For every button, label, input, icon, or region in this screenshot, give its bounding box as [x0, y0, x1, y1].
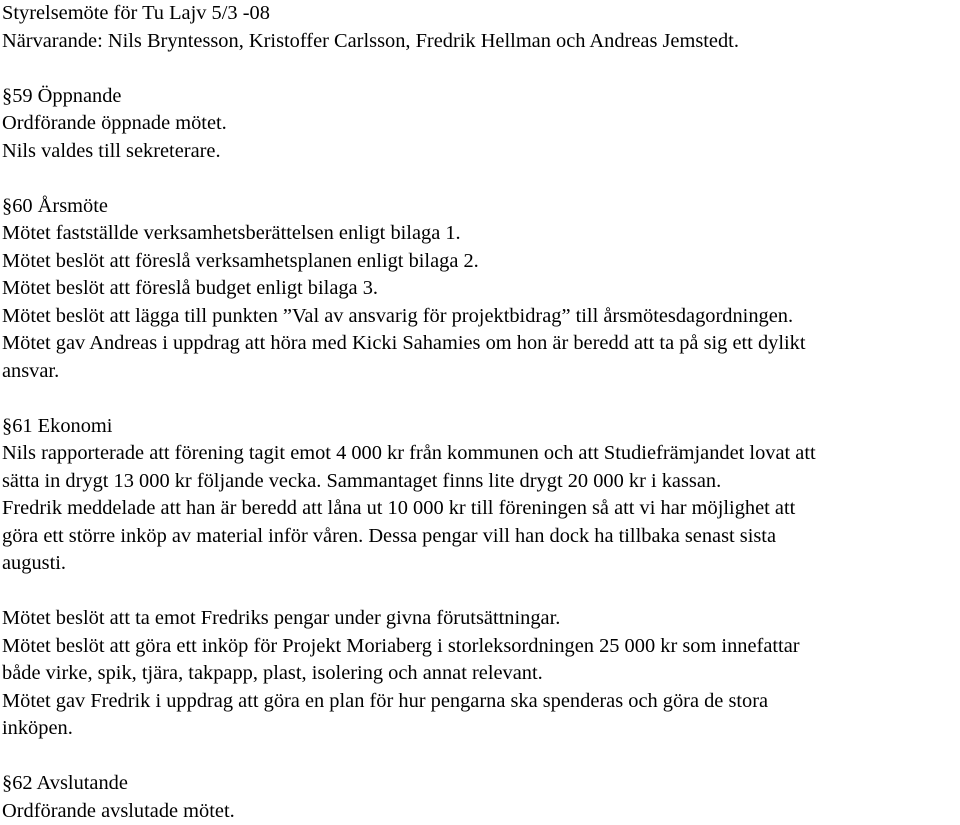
section-heading: §59 Öppnande — [2, 83, 958, 111]
section-line: Mötet gav Andreas i uppdrag att höra med Kicki Sahamies om hon är beredd att ta på sig ett dylikt — [2, 330, 958, 358]
spacer — [2, 55, 958, 83]
decision-line: Mötet beslöt att ta emot Fredriks pengar under givna förutsättningar. — [2, 605, 958, 633]
section-line: Ordförande avslutade mötet. — [2, 798, 958, 825]
section-61 — [2, 413, 958, 743]
section-line: Mötet beslöt att lägga till punkten ”Val av ansvarig för projektbidrag” till årsmötesdagordningen. — [2, 303, 958, 331]
spacer — [2, 165, 958, 193]
section-heading: §61 Ekonomi — [2, 413, 958, 441]
section-line: Mötet beslöt att föreslå verksamhetsplanen enligt bilaga 2. — [2, 248, 958, 276]
section-line: Mötet fastställde verksamhetsberättelsen enligt bilaga 1. — [2, 220, 958, 248]
meeting-minutes-document — [2, 0, 958, 825]
decision-line: både virke, spik, tjära, takpapp, plast, isolering och annat relevant. — [2, 660, 958, 688]
decision-line: inköpen. — [2, 715, 958, 743]
spacer — [2, 385, 958, 413]
attendees-line: Närvarande: Nils Bryntesson, Kristoffer Carlsson, Fredrik Hellman och Andreas Jemstedt. — [2, 28, 958, 56]
section-line: Fredrik meddelade att han är beredd att låna ut 10 000 kr till föreningen så att vi har möjlighet att — [2, 495, 958, 523]
section-line: sätta in drygt 13 000 kr följande vecka. Sammantaget finns lite drygt 20 000 kr i kassan. — [2, 468, 958, 496]
document-title: Styrelsemöte för Tu Lajv 5/3 -08 — [2, 0, 958, 28]
section-heading: §62 Avslutande — [2, 770, 958, 798]
section-line: Nils rapporterade att förening tagit emot 4 000 kr från kommunen och att Studiefrämjandet lovat att — [2, 440, 958, 468]
decision-line: Mötet gav Fredrik i uppdrag att göra en plan för hur pengarna ska spenderas och göra de stora — [2, 688, 958, 716]
section-line: augusti. — [2, 550, 958, 578]
section-line: göra ett större inköp av material inför våren. Dessa pengar vill han dock ha tillbaka senast sista — [2, 523, 958, 551]
spacer — [2, 743, 958, 771]
section-60 — [2, 193, 958, 386]
section-62 — [2, 770, 958, 825]
section-line: ansvar. — [2, 358, 958, 386]
section-59 — [2, 83, 958, 166]
decision-line: Mötet beslöt att göra ett inköp för Projekt Moriaberg i storleksordningen 25 000 kr som innefattar — [2, 633, 958, 661]
section-line: Mötet beslöt att föreslå budget enligt bilaga 3. — [2, 275, 958, 303]
section-line: Ordförande öppnade mötet. — [2, 110, 958, 138]
spacer — [2, 578, 958, 606]
section-line: Nils valdes till sekreterare. — [2, 138, 958, 166]
section-heading: §60 Årsmöte — [2, 193, 958, 221]
